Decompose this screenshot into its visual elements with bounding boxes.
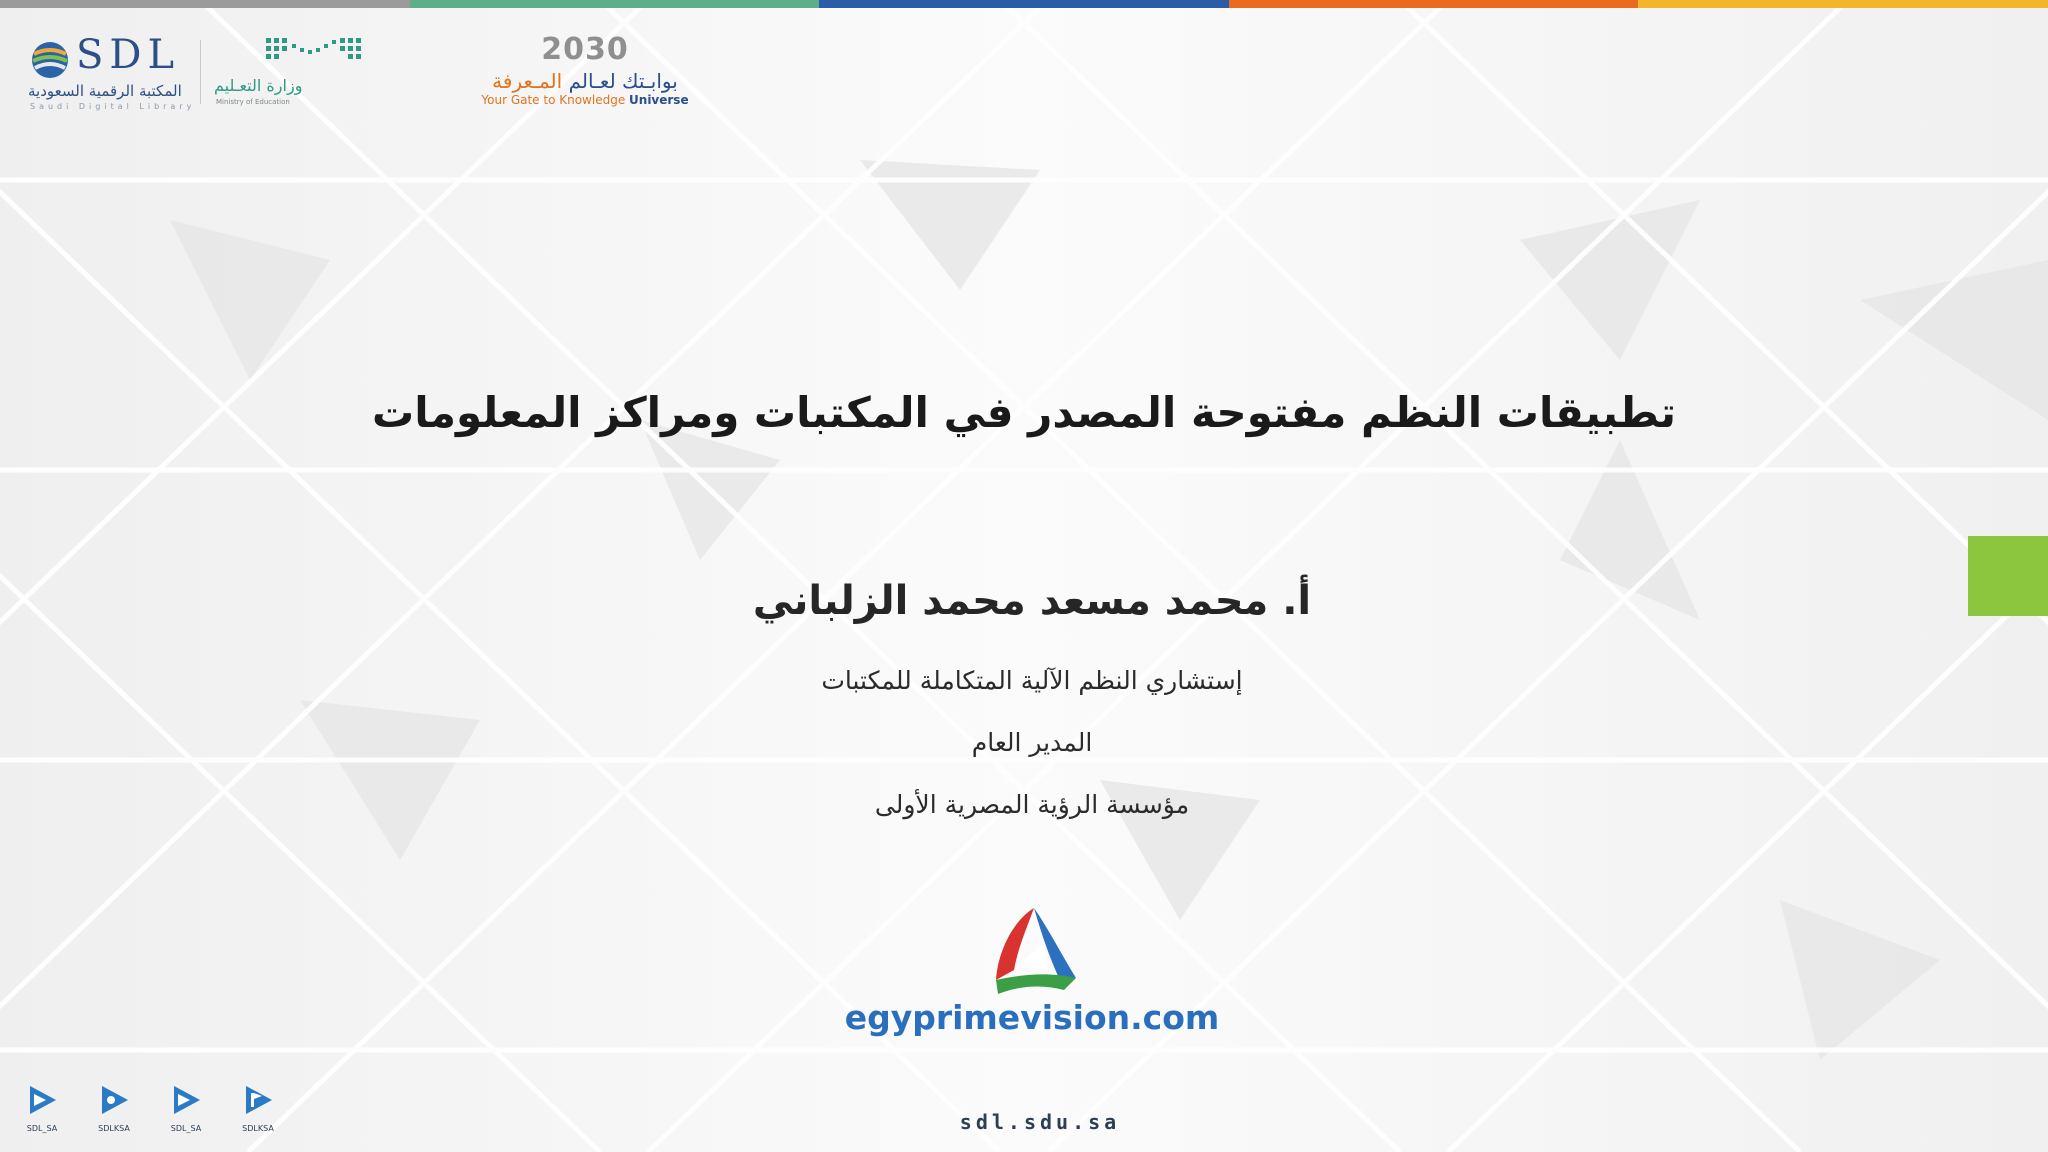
social-label: SDLKSA xyxy=(242,1124,274,1133)
top-color-bar xyxy=(0,0,2048,8)
green-side-tab xyxy=(1968,536,2048,616)
play-icon xyxy=(24,1082,60,1118)
social-links xyxy=(24,1082,276,1136)
logo-divider xyxy=(200,40,201,104)
ministry-english: Ministry of Education xyxy=(216,98,290,106)
vision-2030-number: 2030 xyxy=(541,32,629,67)
vision-arabic-suffix: المـعرفة xyxy=(492,69,563,93)
egyprimevision-logo-icon xyxy=(984,900,1084,1000)
vision-arabic-tagline xyxy=(470,69,700,93)
social-label: SDL_SA xyxy=(26,1124,58,1133)
social-link[interactable] xyxy=(240,1082,276,1136)
presenter-role-consultant: إستشاري النظم الآلية المتكاملة للمكتبات xyxy=(821,666,1243,695)
top-bar-segment xyxy=(410,0,820,8)
top-bar-segment xyxy=(0,0,410,8)
presenter-role-director: المدير العام xyxy=(971,728,1093,757)
sdl-logo xyxy=(28,32,198,112)
play-icon xyxy=(96,1082,132,1118)
social-link[interactable] xyxy=(24,1082,60,1136)
sdl-logo-arabic: المكتبة الرقمية السعودية xyxy=(28,82,182,100)
top-bar-segment xyxy=(819,0,1229,8)
vision-arabic-prefix: بوابـتك لعـالم xyxy=(568,69,678,93)
play-icon xyxy=(168,1082,204,1118)
vision-english-prefix: Your Gate to Knowledge xyxy=(481,93,626,107)
ministry-arabic: وزارة التعـليم xyxy=(214,76,303,95)
presenter-name: أ. محمد مسعد محمد الزلباني xyxy=(752,578,1312,624)
vision-english-suffix: Universe xyxy=(629,93,689,107)
ministry-of-education-logo xyxy=(214,34,364,114)
flag-icon xyxy=(240,1082,276,1118)
ministry-dots-icon xyxy=(264,34,364,66)
vision-english-tagline xyxy=(470,93,700,107)
social-link[interactable] xyxy=(168,1082,204,1136)
top-bar-segment xyxy=(1638,0,2048,8)
slide-title: تطبيقات النظم مفتوحة المصدر في المكتبات ومراكز المعلومات xyxy=(372,388,1676,437)
sdl-logo-text: SDL xyxy=(76,32,181,78)
social-label: SDLKSA xyxy=(98,1124,130,1133)
vision-2030-logo xyxy=(470,32,700,116)
top-bar-segment xyxy=(1229,0,1639,8)
footer-url-link[interactable]: sdl.sdu.sa xyxy=(959,1110,1121,1134)
social-label: SDL_SA xyxy=(170,1124,202,1133)
globe-icon xyxy=(30,40,70,80)
organization-website-link[interactable]: egyprimevision.com xyxy=(844,998,1220,1037)
presenter-organization: مؤسسة الرؤية المصرية الأولى xyxy=(874,790,1190,819)
sdl-logo-english: Saudi Digital Library xyxy=(30,102,196,111)
social-link[interactable] xyxy=(96,1082,132,1136)
